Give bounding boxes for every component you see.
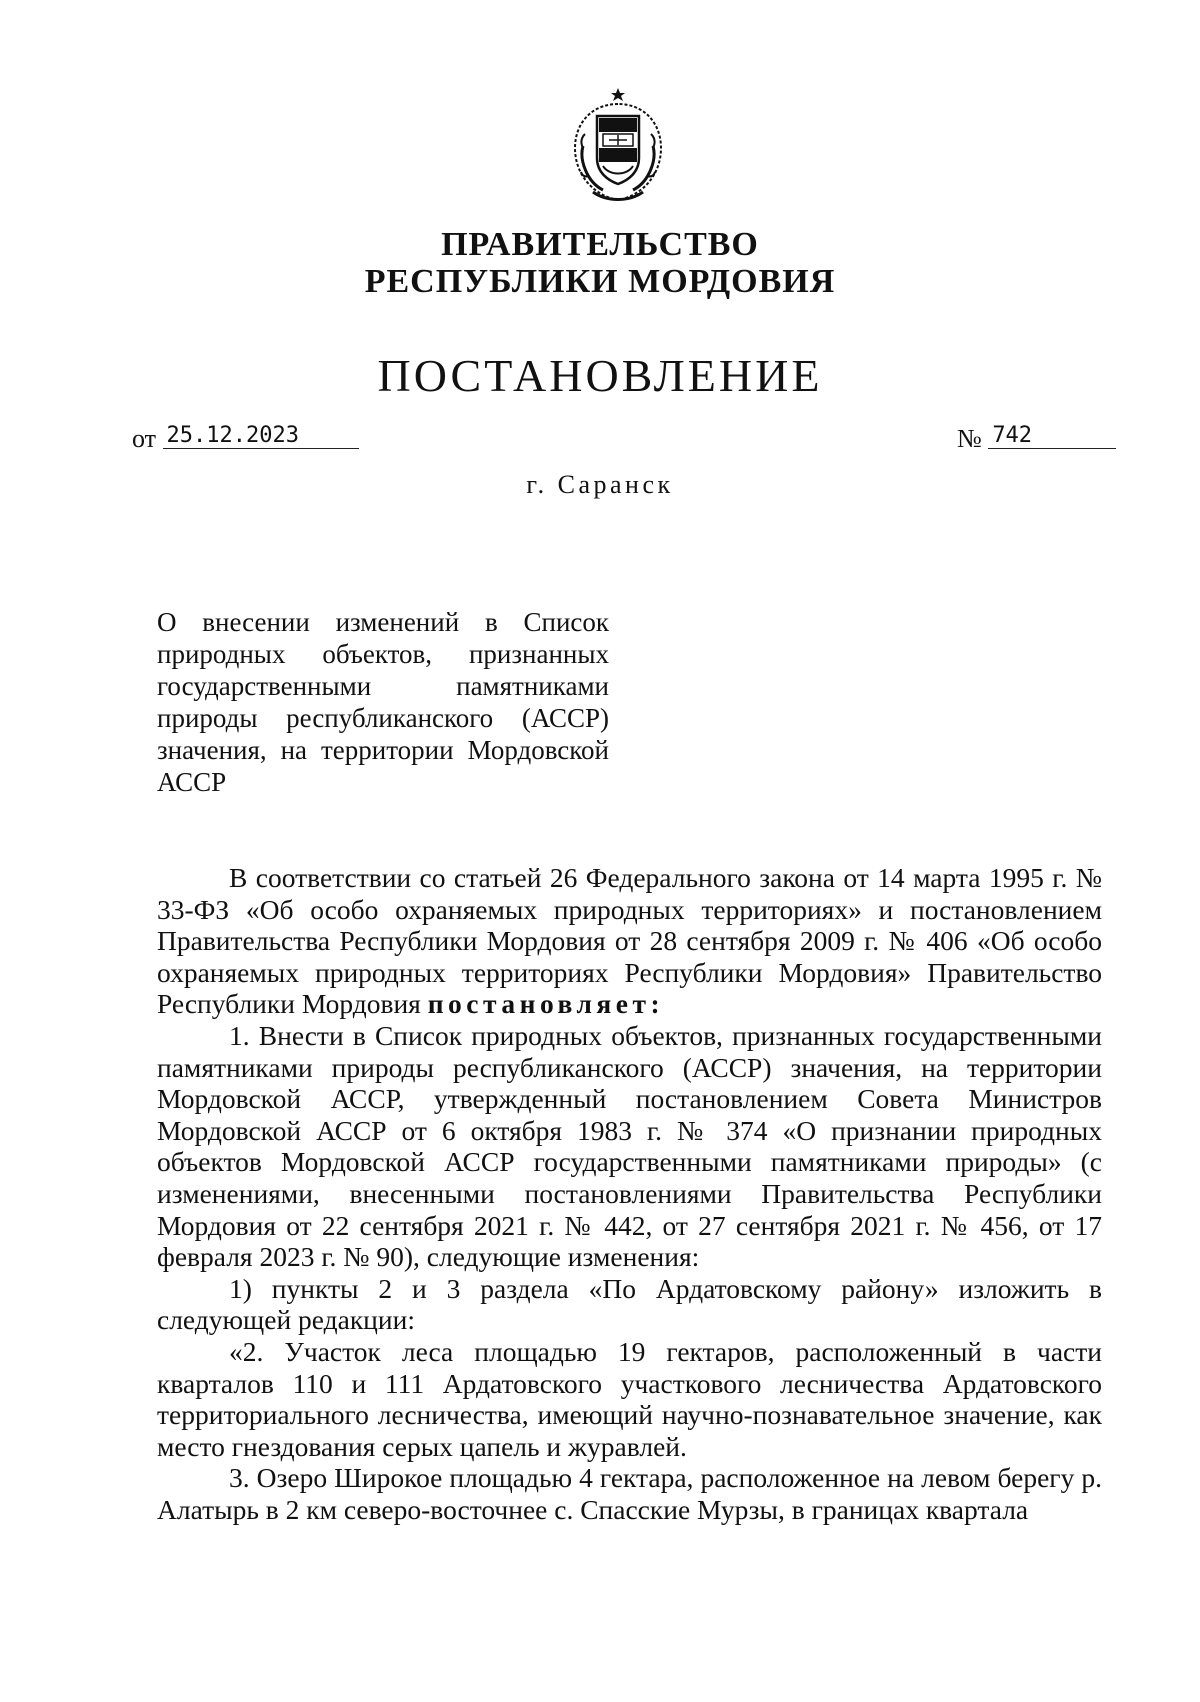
number-value: 742 <box>988 423 1116 449</box>
subitem-1-paragraph: 1) пункты 2 и 3 раздела «По Ардатовскому району» изложить в следующей редакции: <box>157 1272 1102 1336</box>
city-name: г. Саранск <box>526 470 674 499</box>
document-body <box>157 862 1102 1525</box>
document-type-title: ПОСТАНОВЛЕНИЕ <box>377 350 823 401</box>
document-number <box>957 424 1116 454</box>
preamble-text: В соответствии со статьей 26 Федерального закона от 14 марта 1995 г. № 33-ФЗ «Об особо охраняемых природных территориях» и постановлением Правительства Республики Мордовия от 28 сентября 2009 г. № 406 «Об особо охраняемых природных территориях Республики Мордовия» Правительство Республики Мордовия <box>157 862 1102 1020</box>
decree-word: постановляет: <box>427 988 665 1020</box>
document-date <box>132 424 359 454</box>
number-prefix: № <box>957 424 982 453</box>
preamble-paragraph <box>157 862 1102 1020</box>
quoted-point-3: 3. Озеро Широкое площадью 4 гектара, расположенное на левом берегу р. Алатырь в 2 км северо-восточнее с. Спасские Мурзы, в границах квартала <box>157 1462 1102 1525</box>
organization-name-line1: ПРАВИТЕЛЬСТВО <box>441 226 759 263</box>
quoted-point-2: «2. Участок леса площадью 19 гектаров, расположенный в части кварталов 110 и 111 Ардатовского участкового лесничества Ардатовского территориального лесничества, имеющий научно-познавательное значение, как место гнездования серых цапель и журавлей. <box>157 1335 1102 1462</box>
date-prefix: от <box>132 424 157 453</box>
organization-name-line2: РЕСПУБЛИКИ МОРДОВИЯ <box>364 263 836 300</box>
coat-of-arms-emblem <box>563 86 673 204</box>
document-subject: О внесении изменений в Список природных объектов, признанных государственными памятниками природы республиканского (АССР) значения, на территории Мордовской АССР <box>157 607 609 797</box>
item-1-paragraph: 1. Внести в Список природных объектов, признанных государственными памятниками природы республиканского (АССР) значения, на территории Мордовской АССР, утвержденный постановлением Совета Министров Мордовской АССР от 6 октября 1983 г. № 374 «О признании природных объектов Мордовской АССР государственными памятниками природы» (с изменениями, внесенными постановлениями Правительства Республики Мордовия от 22 сентября 2021 г. № 442, от 27 сентября 2021 г. № 456, от 17 февраля 2023 г. № 90), следующие изменения: <box>157 1019 1102 1273</box>
date-value: 25.12.2023 <box>163 423 359 449</box>
